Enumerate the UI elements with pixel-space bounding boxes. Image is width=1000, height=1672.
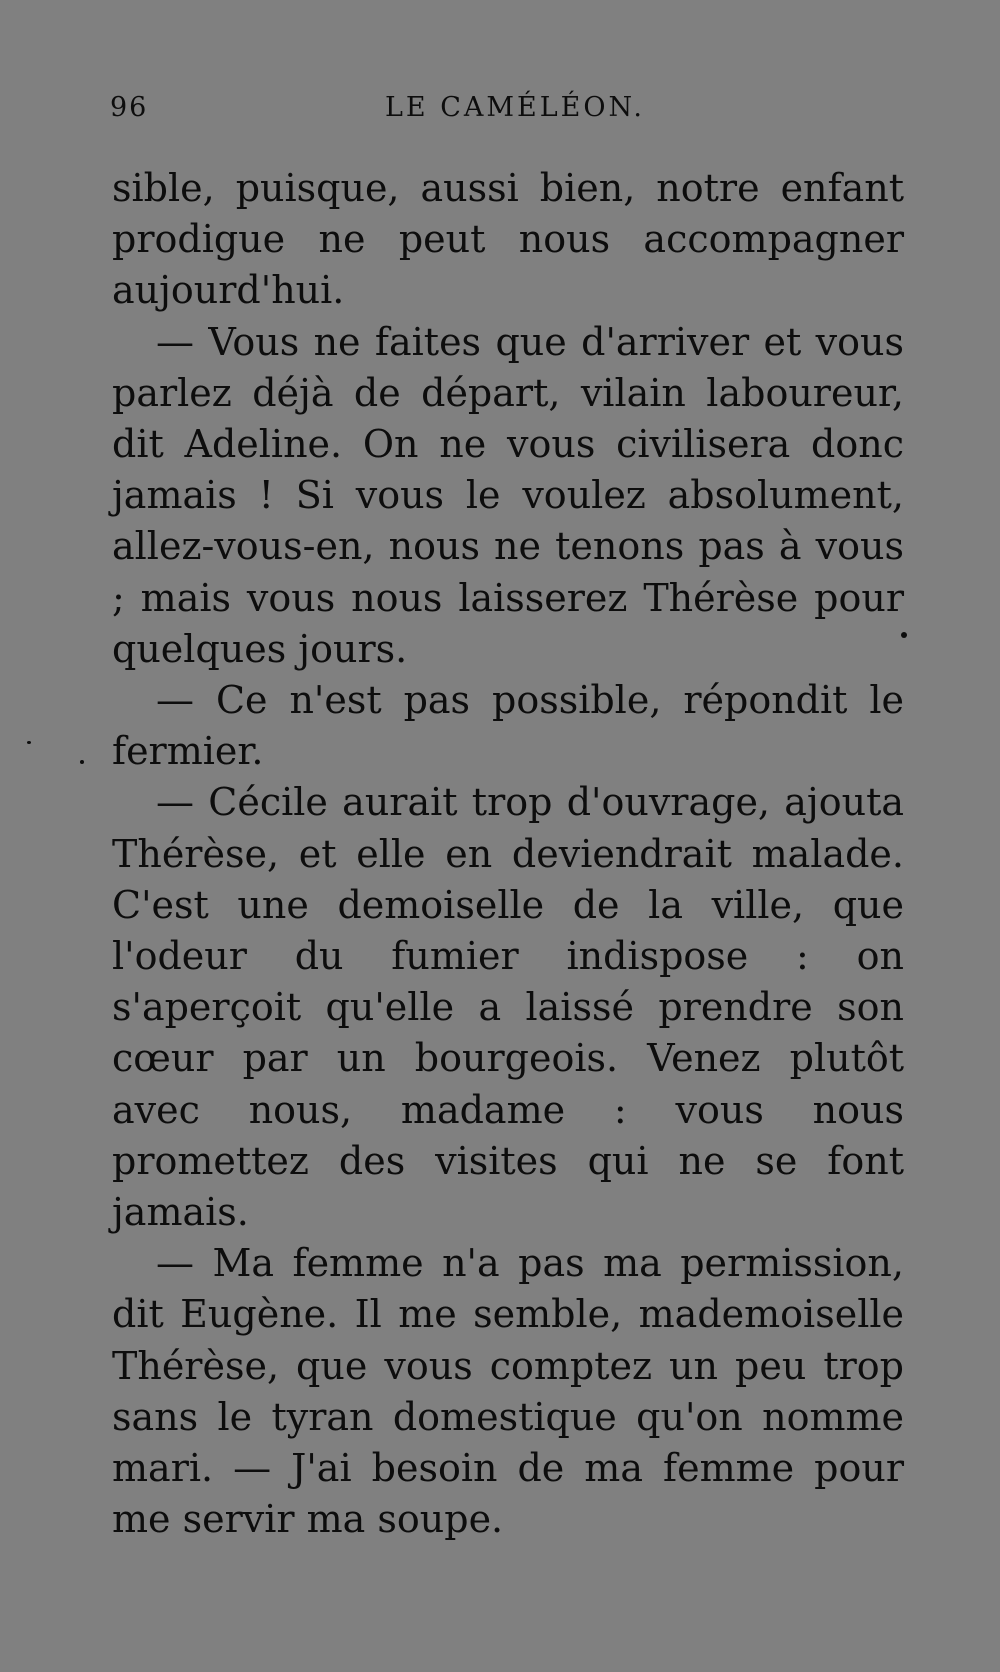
page-number: 96 [110,92,149,123]
ink-speck [80,760,84,764]
paragraph-fermier: — Ce n'est pas possible, répondit le fermier. [112,678,904,774]
body-text [112,163,904,1545]
running-title: LE CAMÉLÉON. [385,92,645,123]
running-head [110,92,910,132]
paragraph-therese: — Cécile aurait trop d'ouvrage, ajouta Thérèse, et elle en deviendrait malade. C'est une demoiselle de la ville, que l'odeur du fumier indispose : on s'aperçoit qu'elle a laissé prendre son cœur par un bourgeois. Venez plutôt avec nous, madame : vous nous promettez des visites qui ne se font jamais. [112,780,904,1235]
ink-speck [27,741,31,744]
ink-speck [901,632,907,638]
paragraph-adeline: — Vous ne faites que d'arriver et vous parlez déjà de départ, vilain laboureur, dit Adeline. On ne vous civilisera donc jamais ! Si vous le voulez absolument, allez-vous-en, nous ne tenons pas à vous ; mais vous nous laisserez Thérèse pour quelques jours. [112,319,904,671]
paragraph-continuation: sible, puisque, aussi bien, notre enfant prodigue ne peut nous accompagner aujourd'hui. [112,166,904,313]
paragraph-eugene: — Ma femme n'a pas ma permission, dit Eugène. Il me semble, mademoiselle Thérèse, que vous comptez un peu trop sans le tyran domestique qu'on nomme mari. — J'ai besoin de ma femme pour me servir ma soupe. [112,1241,904,1542]
